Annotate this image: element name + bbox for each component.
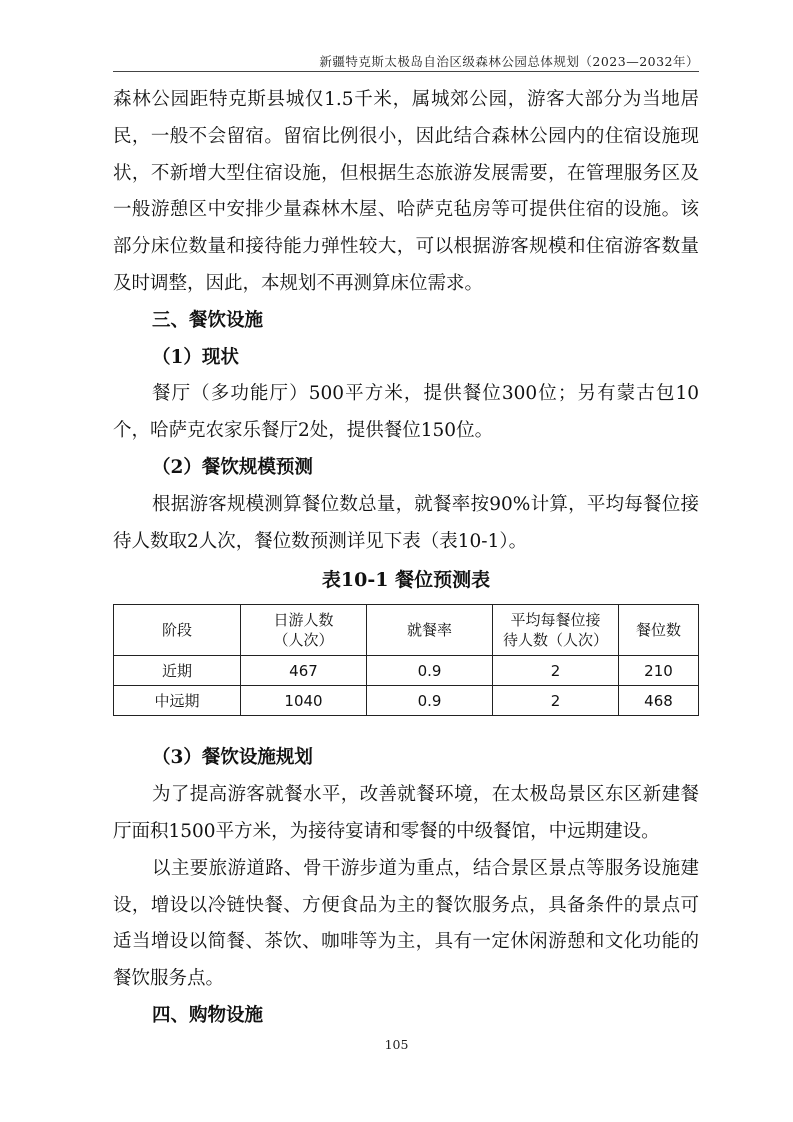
header-per-seat-line1: 平均每餐位接 [510,611,601,630]
header-dining-rate: 就餐率 [367,605,493,656]
cell-rate: 0.9 [367,686,493,716]
header-per-seat-line2: 待人数（人次） [502,631,608,650]
table-row [114,656,699,686]
cell-visitors: 467 [241,656,367,686]
table-header-row [114,605,699,656]
header-per-seat [493,605,619,656]
table-row [114,686,699,716]
seat-forecast-table [113,604,699,716]
header-daily-visitors-line1: 日游人数 [273,611,334,630]
paragraph-service-points: 以主要旅游道路、骨干游步道为重点，结合景区景点等服务设施建设，增设以冷链快餐、方便食品为主的餐饮服务点，具备条件的景点可适当增设以简餐、茶饮、咖啡等为主，具有一定休闲游憩和文化功能的餐饮服务点。 [113,857,699,990]
paragraph-lodging: 森林公园距特克斯县城仅1.5千米，属城郊公园，游客大部分为当地居民，一般不会留宿。留宿比例很小，因此结合森林公园内的住宿设施现状，不新增大型住宿设施，但根据生态旅游发展需要，在管理服务区及一般游憩区中安排少量森林木屋、哈萨克毡房等可提供住宿的设施。该部分床位数量和接待能力弹性较大，可以根据游客规模和住宿游客数量及时调整，因此，本规划不再测算床位需求。 [113,89,699,294]
table-caption: 表10-1 餐位预测表 [321,569,491,592]
subheading-scale-forecast: （2）餐饮规模预测 [152,456,313,478]
subheading-current-status: （1）现状 [152,346,239,368]
cell-per-seat: 2 [493,656,619,686]
header-daily-visitors [241,605,367,656]
cell-per-seat: 2 [493,686,619,716]
subheading-facility-planning: （3）餐饮设施规划 [152,747,313,769]
section-heading-catering: 三、餐饮设施 [152,309,264,331]
paragraph-current-status: 餐厅（多功能厅）500平方米，提供餐位300位；另有蒙古包10个，哈萨克农家乐餐厅2处，提供餐位150位。 [113,383,699,442]
header-seat-count: 餐位数 [619,605,699,656]
cell-stage: 近期 [114,656,241,686]
paragraph-facility-planning: 为了提高游客就餐水平，改善就餐环境，在太极岛景区东区新建餐厅面积1500平方米，为接待宴请和零餐的中级餐馆，中远期建设。 [113,784,699,842]
cell-seats: 210 [619,656,699,686]
header-stage: 阶段 [114,605,241,656]
cell-stage: 中远期 [114,686,241,716]
section-heading-shopping: 四、购物设施 [152,1004,264,1026]
spacer [113,716,699,740]
body-text [113,82,699,1035]
page-number: 105 [384,1037,409,1052]
header-rule [113,71,699,72]
cell-seats: 468 [619,686,699,716]
cell-rate: 0.9 [367,656,493,686]
paragraph-scale-forecast: 根据游客规模测算餐位数总量，就餐率按90%计算，平均每餐位接待人数取2人次，餐位数预测详见下表（表10-1）。 [113,493,699,552]
cell-visitors: 1040 [241,686,367,716]
running-header: 新疆特克斯太极岛自治区级森林公园总体规划（2023—2032年） [319,54,699,69]
header-daily-visitors-line2: （人次） [273,631,334,650]
